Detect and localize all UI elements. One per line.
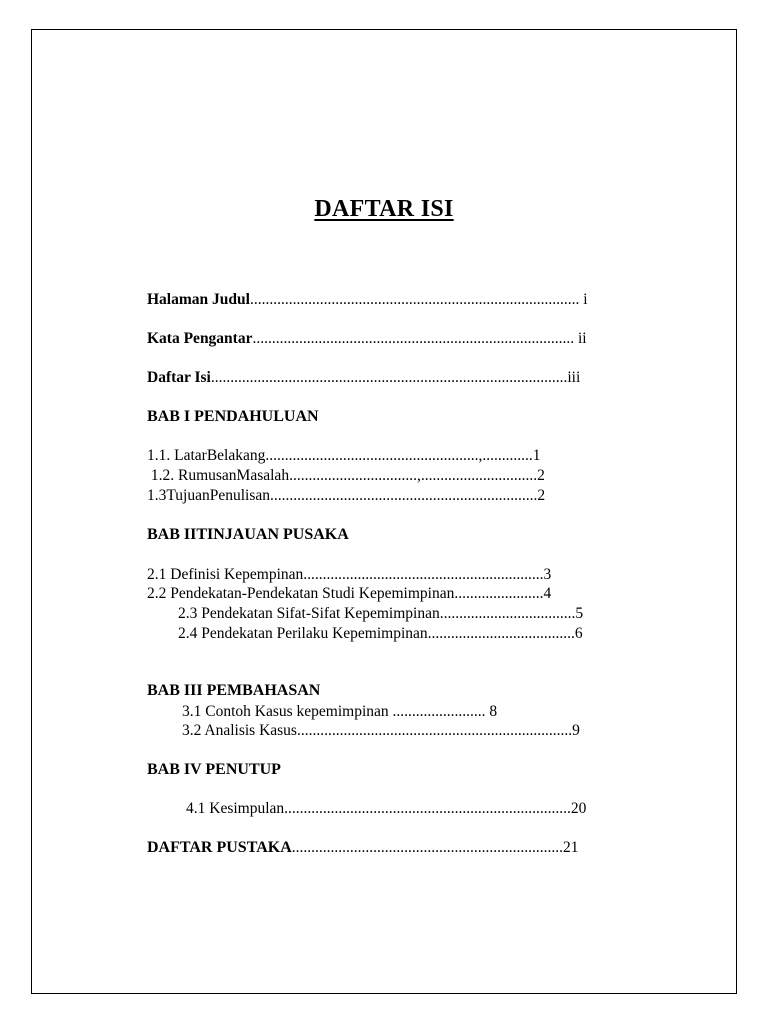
toc-label: Kata Pengantar [147,330,253,347]
chapter-heading-bab-4: BAB IV PENUTUP [147,761,281,778]
chapter-heading-bab-3: BAB III PEMBAHASAN [147,682,321,699]
toc-item: 3.1 Contoh Kasus kepemimpinan ........................ 8 [182,703,498,720]
toc-leader: ..................................................................................... i [249,291,588,308]
toc-entry-kata-pengantar [147,329,587,349]
chapter-heading-bab-1: BAB I PENDAHULUAN [147,408,319,425]
toc-item: 2.1 Definisi Kepempinan..............................................................3 [147,566,552,583]
toc-leader: ............................................................................................iii [210,369,581,386]
toc-item: 1.1. LatarBelakang.......................................................,.............1 [147,447,541,464]
toc-label: Halaman Judul [147,291,250,308]
toc-item: 1.2. RumusanMasalah.................................,..............................2 [147,467,545,484]
toc-item: 2.4 Pendekatan Perilaku Kepemimpinan......................................6 [178,625,583,642]
toc-item: 1.3TujuanPenulisan.....................................................................2 [147,487,546,504]
toc-item: 2.2 Pendekatan-Pendekatan Studi Kepemimpinan.......................4 [147,585,552,602]
toc-leader: ......................................................................21 [291,839,579,856]
toc-leader: ................................................................................... ii [252,330,587,347]
toc-label: DAFTAR PUSTAKA [147,839,292,856]
page-title: DAFTAR ISI [314,196,454,222]
toc-item: 2.3 Pendekatan Sifat-Sifat Kepemimpinan...................................5 [178,605,584,622]
toc-entry-halaman-judul [147,290,588,310]
toc-label: Daftar Isi [147,369,211,386]
chapter-heading-bab-2: BAB IITINJAUAN PUSAKA [147,526,349,543]
toc-item: 3.2 Analisis Kasus.......................................................................9 [182,722,580,739]
toc-entry-daftar-isi [147,368,580,388]
toc-entry-daftar-pustaka [147,838,579,858]
toc-item: 4.1 Kesimpulan..........................................................................20 [186,800,587,817]
